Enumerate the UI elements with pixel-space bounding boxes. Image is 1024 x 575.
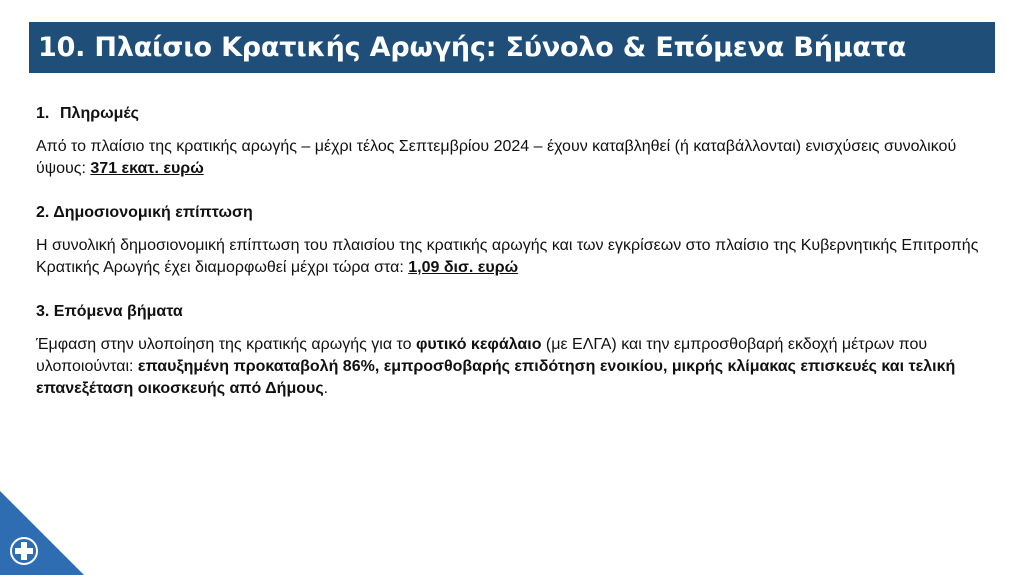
section-heading-text: Πληρωμές [60,105,139,122]
paragraph-text: Η συνολική δημοσιονομική επίπτωση του πλαισίου της κρατικής αρωγής και των εγκρίσεων στο πλαίσιο της Κυβερνητικής Επιτροπής Κρατικής Αρωγής έχει διαμορφωθεί μέχρι τώρα στα: [36,237,979,276]
paragraph-text: (με ΕΛΓΑ) και την εμπροσθοβαρή εκδοχή μέτρων που υλοποιούνται: [36,336,928,375]
paragraph-text: Έμφαση στην υλοποίηση της κρατικής αρωγής για το [36,336,416,353]
title-bar [29,22,995,73]
section-fiscal-impact [36,202,986,279]
section-next-steps [36,301,986,400]
section-heading: 3. Επόμενα βήματα [36,303,183,320]
section-number: 1. [36,105,50,122]
section-paragraph [36,136,986,180]
paragraph-text: . [323,380,329,397]
slide-content [36,103,986,400]
highlight-amount: 1,09 δισ. ευρώ [408,259,519,276]
slide-title: 10. Πλαίσιο Κρατικής Αρωγής: Σύνολο & Επόμενα Βήματα [38,32,907,63]
paragraph-text: Από το πλαίσιο της κρατικής αρωγής – μέχρι τέλος Σεπτεμβρίου 2024 – έχουν καταβληθεί (ή καταβάλλονται) ενισχύσεις συνολικού ύψους: [36,138,957,177]
section-payments [36,103,986,180]
highlight-amount: 371 εκατ. ευρώ [90,160,204,177]
bold-phrase: φυτικό κεφάλαιο [415,336,542,353]
section-heading [36,103,986,125]
greek-cross-emblem-icon [0,491,84,575]
section-paragraph [36,235,986,279]
section-heading: 2. Δημοσιονομική επίπτωση [36,204,253,221]
section-paragraph [36,334,986,400]
bold-phrase: επαυξημένη προκαταβολή 86%, εμπροσθοβαρής επιδότηση ενοικίου, μικρής κλίμακας επισκευές και τελική επανεξέταση οικοσκευής από Δήμους [36,358,956,397]
